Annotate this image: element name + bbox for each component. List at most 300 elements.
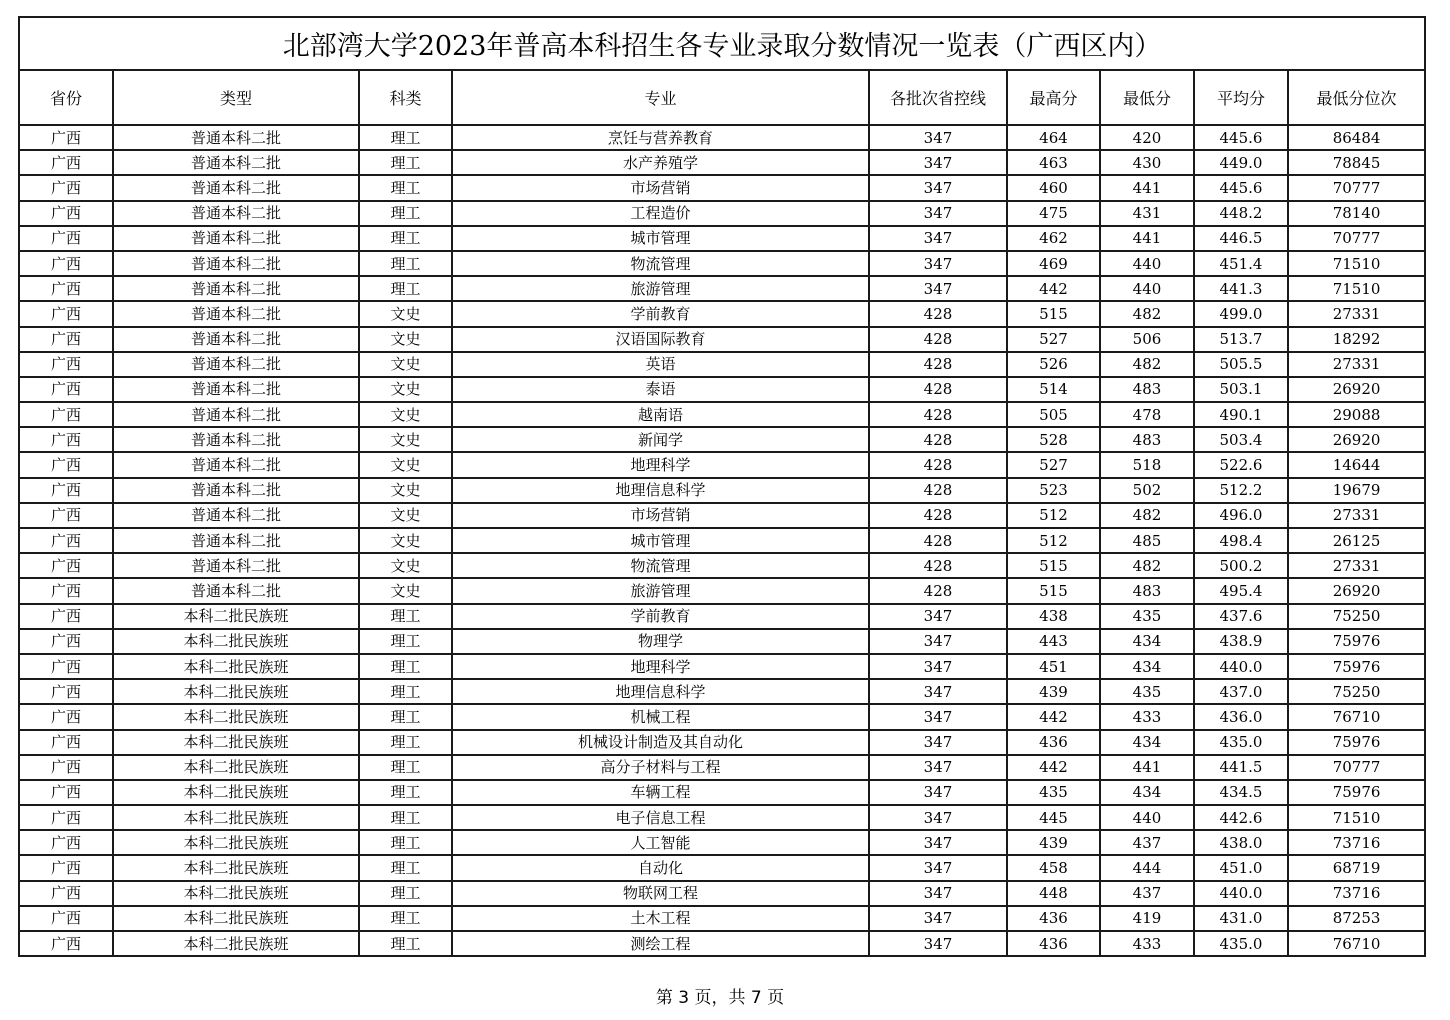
cell-max-score: 527: [1007, 327, 1100, 352]
cell-control-line: 428: [869, 452, 1007, 477]
cell-max-score: 512: [1007, 528, 1100, 553]
cell-min-score: 434: [1100, 654, 1194, 679]
cell-category: 文史: [359, 578, 452, 603]
cell-max-score: 514: [1007, 377, 1100, 402]
column-header-avg-score: 平均分: [1194, 70, 1288, 125]
cell-min-score: 483: [1100, 578, 1194, 603]
cell-control-line: 428: [869, 427, 1007, 452]
cell-min-rank: 73716: [1288, 881, 1425, 906]
cell-category: 理工: [359, 175, 452, 200]
cell-min-score: 434: [1100, 629, 1194, 654]
cell-type: 普通本科二批: [113, 276, 359, 301]
cell-min-score: 482: [1100, 503, 1194, 528]
cell-control-line: 347: [869, 830, 1007, 855]
cell-province: 广西: [19, 175, 113, 200]
table-row: [19, 377, 1425, 402]
cell-type: 普通本科二批: [113, 301, 359, 326]
cell-min-rank: 27331: [1288, 352, 1425, 377]
cell-min-score: 435: [1100, 679, 1194, 704]
cell-min-score: 440: [1100, 251, 1194, 276]
cell-province: 广西: [19, 301, 113, 326]
cell-category: 文史: [359, 402, 452, 427]
cell-max-score: 458: [1007, 855, 1100, 880]
table-row: [19, 730, 1425, 755]
cell-avg-score: 431.0: [1194, 906, 1288, 931]
table-row: [19, 201, 1425, 226]
cell-max-score: 505: [1007, 402, 1100, 427]
cell-min-score: 431: [1100, 201, 1194, 226]
cell-min-score: 485: [1100, 528, 1194, 553]
cell-major: 机械设计制造及其自动化: [452, 730, 869, 755]
cell-province: 广西: [19, 654, 113, 679]
cell-type: 普通本科二批: [113, 251, 359, 276]
table-row: [19, 226, 1425, 251]
cell-major: 物流管理: [452, 553, 869, 578]
cell-control-line: 428: [869, 402, 1007, 427]
cell-major: 市场营销: [452, 175, 869, 200]
cell-max-score: 436: [1007, 931, 1100, 956]
cell-major: 英语: [452, 352, 869, 377]
cell-min-score: 434: [1100, 780, 1194, 805]
column-header-province: 省份: [19, 70, 113, 125]
column-header-min-rank: 最低分位次: [1288, 70, 1425, 125]
cell-max-score: 435: [1007, 780, 1100, 805]
cell-major: 越南语: [452, 402, 869, 427]
cell-min-rank: 78845: [1288, 150, 1425, 175]
cell-avg-score: 490.1: [1194, 402, 1288, 427]
column-header-major: 专业: [452, 70, 869, 125]
cell-min-score: 440: [1100, 276, 1194, 301]
cell-type: 普通本科二批: [113, 528, 359, 553]
cell-min-rank: 26920: [1288, 578, 1425, 603]
cell-major: 水产养殖学: [452, 150, 869, 175]
cell-province: 广西: [19, 377, 113, 402]
cell-min-score: 506: [1100, 327, 1194, 352]
cell-type: 本科二批民族班: [113, 629, 359, 654]
cell-category: 理工: [359, 881, 452, 906]
cell-control-line: 347: [869, 629, 1007, 654]
cell-min-rank: 27331: [1288, 301, 1425, 326]
cell-major: 车辆工程: [452, 780, 869, 805]
table-row: [19, 528, 1425, 553]
cell-min-rank: 71510: [1288, 251, 1425, 276]
cell-min-score: 444: [1100, 855, 1194, 880]
cell-max-score: 462: [1007, 226, 1100, 251]
cell-province: 广西: [19, 704, 113, 729]
cell-min-rank: 73716: [1288, 830, 1425, 855]
cell-avg-score: 441.3: [1194, 276, 1288, 301]
cell-avg-score: 441.5: [1194, 755, 1288, 780]
cell-control-line: 347: [869, 780, 1007, 805]
cell-control-line: 347: [869, 704, 1007, 729]
table-row: [19, 452, 1425, 477]
cell-type: 普通本科二批: [113, 201, 359, 226]
cell-type: 本科二批民族班: [113, 730, 359, 755]
cell-min-score: 437: [1100, 830, 1194, 855]
cell-control-line: 347: [869, 150, 1007, 175]
cell-major: 新闻学: [452, 427, 869, 452]
cell-avg-score: 438.9: [1194, 629, 1288, 654]
cell-province: 广西: [19, 755, 113, 780]
cell-min-rank: 75250: [1288, 604, 1425, 629]
column-header-type: 类型: [113, 70, 359, 125]
cell-province: 广西: [19, 830, 113, 855]
cell-control-line: 347: [869, 755, 1007, 780]
table-row: [19, 125, 1425, 150]
table-row: [19, 402, 1425, 427]
cell-province: 广西: [19, 780, 113, 805]
cell-min-rank: 70777: [1288, 175, 1425, 200]
cell-min-rank: 75250: [1288, 679, 1425, 704]
cell-max-score: 512: [1007, 503, 1100, 528]
cell-major: 机械工程: [452, 704, 869, 729]
cell-max-score: 515: [1007, 301, 1100, 326]
table-row: [19, 150, 1425, 175]
cell-major: 市场营销: [452, 503, 869, 528]
cell-max-score: 527: [1007, 452, 1100, 477]
table-row: [19, 805, 1425, 830]
cell-control-line: 347: [869, 805, 1007, 830]
cell-control-line: 347: [869, 855, 1007, 880]
cell-category: 理工: [359, 679, 452, 704]
cell-province: 广西: [19, 629, 113, 654]
cell-min-rank: 75976: [1288, 629, 1425, 654]
cell-type: 普通本科二批: [113, 452, 359, 477]
cell-province: 广西: [19, 578, 113, 603]
cell-max-score: 528: [1007, 427, 1100, 452]
cell-min-score: 419: [1100, 906, 1194, 931]
column-header-control-line: 各批次省控线: [869, 70, 1007, 125]
cell-type: 普通本科二批: [113, 327, 359, 352]
cell-category: 理工: [359, 931, 452, 956]
cell-category: 文史: [359, 327, 452, 352]
cell-min-rank: 71510: [1288, 805, 1425, 830]
table-row: [19, 881, 1425, 906]
cell-min-score: 482: [1100, 553, 1194, 578]
cell-avg-score: 512.2: [1194, 478, 1288, 503]
cell-min-score: 433: [1100, 704, 1194, 729]
table-row: [19, 427, 1425, 452]
cell-type: 本科二批民族班: [113, 931, 359, 956]
cell-type: 本科二批民族班: [113, 830, 359, 855]
cell-major: 旅游管理: [452, 578, 869, 603]
cell-max-score: 442: [1007, 755, 1100, 780]
table-row: [19, 553, 1425, 578]
cell-avg-score: 449.0: [1194, 150, 1288, 175]
cell-min-rank: 18292: [1288, 327, 1425, 352]
cell-min-score: 483: [1100, 427, 1194, 452]
cell-max-score: 438: [1007, 604, 1100, 629]
cell-province: 广西: [19, 528, 113, 553]
table-row: [19, 629, 1425, 654]
cell-control-line: 347: [869, 730, 1007, 755]
cell-major: 电子信息工程: [452, 805, 869, 830]
cell-max-score: 464: [1007, 125, 1100, 150]
cell-control-line: 347: [869, 906, 1007, 931]
cell-avg-score: 437.6: [1194, 604, 1288, 629]
cell-category: 文史: [359, 528, 452, 553]
cell-province: 广西: [19, 352, 113, 377]
cell-min-score: 441: [1100, 226, 1194, 251]
cell-control-line: 347: [869, 125, 1007, 150]
cell-province: 广西: [19, 553, 113, 578]
cell-type: 普通本科二批: [113, 427, 359, 452]
cell-major: 汉语国际教育: [452, 327, 869, 352]
cell-control-line: 428: [869, 553, 1007, 578]
cell-min-rank: 87253: [1288, 906, 1425, 931]
cell-max-score: 436: [1007, 730, 1100, 755]
cell-category: 文史: [359, 478, 452, 503]
cell-category: 理工: [359, 830, 452, 855]
cell-control-line: 428: [869, 578, 1007, 603]
cell-min-rank: 26920: [1288, 377, 1425, 402]
cell-province: 广西: [19, 805, 113, 830]
cell-min-score: 441: [1100, 755, 1194, 780]
table-body: [19, 125, 1425, 956]
table-row: [19, 503, 1425, 528]
cell-min-rank: 75976: [1288, 780, 1425, 805]
cell-type: 普通本科二批: [113, 150, 359, 175]
cell-max-score: 515: [1007, 553, 1100, 578]
cell-control-line: 428: [869, 301, 1007, 326]
cell-category: 理工: [359, 780, 452, 805]
cell-min-rank: 78140: [1288, 201, 1425, 226]
cell-control-line: 347: [869, 654, 1007, 679]
cell-type: 本科二批民族班: [113, 906, 359, 931]
cell-province: 广西: [19, 327, 113, 352]
cell-type: 普通本科二批: [113, 352, 359, 377]
cell-avg-score: 495.4: [1194, 578, 1288, 603]
cell-major: 土木工程: [452, 906, 869, 931]
cell-min-rank: 75976: [1288, 730, 1425, 755]
cell-type: 普通本科二批: [113, 125, 359, 150]
cell-control-line: 428: [869, 352, 1007, 377]
cell-min-rank: 26920: [1288, 427, 1425, 452]
cell-max-score: 451: [1007, 654, 1100, 679]
cell-max-score: 443: [1007, 629, 1100, 654]
cell-avg-score: 505.5: [1194, 352, 1288, 377]
cell-type: 普通本科二批: [113, 478, 359, 503]
cell-major: 工程造价: [452, 201, 869, 226]
cell-min-rank: 70777: [1288, 226, 1425, 251]
cell-province: 广西: [19, 201, 113, 226]
cell-major: 自动化: [452, 855, 869, 880]
cell-avg-score: 522.6: [1194, 452, 1288, 477]
cell-province: 广西: [19, 679, 113, 704]
cell-type: 普通本科二批: [113, 402, 359, 427]
cell-max-score: 442: [1007, 276, 1100, 301]
cell-major: 物联网工程: [452, 881, 869, 906]
cell-max-score: 460: [1007, 175, 1100, 200]
cell-avg-score: 499.0: [1194, 301, 1288, 326]
cell-avg-score: 503.4: [1194, 427, 1288, 452]
cell-category: 理工: [359, 226, 452, 251]
cell-type: 本科二批民族班: [113, 881, 359, 906]
cell-province: 广西: [19, 503, 113, 528]
table-row: [19, 352, 1425, 377]
cell-max-score: 448: [1007, 881, 1100, 906]
cell-type: 本科二批民族班: [113, 855, 359, 880]
cell-category: 理工: [359, 704, 452, 729]
cell-control-line: 347: [869, 175, 1007, 200]
cell-avg-score: 445.6: [1194, 125, 1288, 150]
cell-avg-score: 503.1: [1194, 377, 1288, 402]
cell-category: 文史: [359, 553, 452, 578]
cell-min-score: 437: [1100, 881, 1194, 906]
cell-major: 高分子材料与工程: [452, 755, 869, 780]
cell-min-score: 435: [1100, 604, 1194, 629]
cell-type: 本科二批民族班: [113, 654, 359, 679]
cell-category: 理工: [359, 629, 452, 654]
cell-type: 本科二批民族班: [113, 604, 359, 629]
cell-type: 普通本科二批: [113, 578, 359, 603]
cell-type: 普通本科二批: [113, 377, 359, 402]
cell-avg-score: 500.2: [1194, 553, 1288, 578]
cell-major: 地理科学: [452, 654, 869, 679]
cell-min-score: 483: [1100, 377, 1194, 402]
cell-category: 理工: [359, 755, 452, 780]
table-row: [19, 654, 1425, 679]
cell-control-line: 428: [869, 503, 1007, 528]
cell-major: 地理信息科学: [452, 679, 869, 704]
cell-major: 物理学: [452, 629, 869, 654]
page-title: 北部湾大学2023年普高本科招生各专业录取分数情况一览表（广西区内）: [19, 17, 1425, 70]
cell-avg-score: 437.0: [1194, 679, 1288, 704]
cell-control-line: 347: [869, 604, 1007, 629]
cell-min-score: 430: [1100, 150, 1194, 175]
cell-major: 测绘工程: [452, 931, 869, 956]
cell-category: 理工: [359, 251, 452, 276]
cell-category: 文史: [359, 352, 452, 377]
cell-province: 广西: [19, 881, 113, 906]
table-row: [19, 327, 1425, 352]
cell-control-line: 428: [869, 528, 1007, 553]
cell-control-line: 347: [869, 276, 1007, 301]
admission-scores-table: [18, 16, 1426, 957]
cell-min-rank: 27331: [1288, 503, 1425, 528]
cell-max-score: 475: [1007, 201, 1100, 226]
cell-min-rank: 76710: [1288, 704, 1425, 729]
cell-avg-score: 435.0: [1194, 730, 1288, 755]
table-row: [19, 780, 1425, 805]
cell-min-rank: 19679: [1288, 478, 1425, 503]
cell-category: 理工: [359, 805, 452, 830]
cell-min-rank: 14644: [1288, 452, 1425, 477]
cell-control-line: 428: [869, 327, 1007, 352]
cell-category: 文史: [359, 452, 452, 477]
cell-category: 理工: [359, 276, 452, 301]
cell-max-score: 442: [1007, 704, 1100, 729]
cell-avg-score: 451.0: [1194, 855, 1288, 880]
cell-major: 城市管理: [452, 226, 869, 251]
cell-max-score: 515: [1007, 578, 1100, 603]
cell-max-score: 523: [1007, 478, 1100, 503]
cell-avg-score: 445.6: [1194, 175, 1288, 200]
cell-category: 理工: [359, 906, 452, 931]
cell-type: 本科二批民族班: [113, 780, 359, 805]
cell-max-score: 436: [1007, 906, 1100, 931]
cell-min-rank: 71510: [1288, 276, 1425, 301]
cell-min-score: 502: [1100, 478, 1194, 503]
cell-category: 文史: [359, 301, 452, 326]
cell-province: 广西: [19, 276, 113, 301]
cell-min-score: 440: [1100, 805, 1194, 830]
cell-control-line: 347: [869, 931, 1007, 956]
page-indicator: 第 3 页，共 7 页: [655, 988, 785, 1008]
cell-province: 广西: [19, 730, 113, 755]
cell-type: 本科二批民族班: [113, 679, 359, 704]
cell-type: 普通本科二批: [113, 553, 359, 578]
table-row: [19, 478, 1425, 503]
table-row: [19, 604, 1425, 629]
cell-control-line: 347: [869, 679, 1007, 704]
cell-control-line: 347: [869, 881, 1007, 906]
cell-min-score: 434: [1100, 730, 1194, 755]
cell-province: 广西: [19, 125, 113, 150]
cell-avg-score: 434.5: [1194, 780, 1288, 805]
cell-control-line: 347: [869, 226, 1007, 251]
cell-avg-score: 448.2: [1194, 201, 1288, 226]
cell-province: 广西: [19, 226, 113, 251]
cell-type: 普通本科二批: [113, 226, 359, 251]
table-row: [19, 855, 1425, 880]
column-header-max-score: 最高分: [1007, 70, 1100, 125]
cell-province: 广西: [19, 150, 113, 175]
cell-major: 烹饪与营养教育: [452, 125, 869, 150]
cell-province: 广西: [19, 855, 113, 880]
cell-major: 城市管理: [452, 528, 869, 553]
table-row: [19, 301, 1425, 326]
cell-control-line: 428: [869, 478, 1007, 503]
cell-avg-score: 435.0: [1194, 931, 1288, 956]
cell-province: 广西: [19, 604, 113, 629]
cell-type: 本科二批民族班: [113, 755, 359, 780]
cell-category: 文史: [359, 427, 452, 452]
cell-type: 本科二批民族班: [113, 805, 359, 830]
cell-type: 普通本科二批: [113, 175, 359, 200]
table-row: [19, 704, 1425, 729]
cell-avg-score: 451.4: [1194, 251, 1288, 276]
column-header-category: 科类: [359, 70, 452, 125]
cell-min-score: 518: [1100, 452, 1194, 477]
cell-category: 理工: [359, 125, 452, 150]
table-row: [19, 755, 1425, 780]
cell-max-score: 439: [1007, 830, 1100, 855]
cell-min-score: 482: [1100, 301, 1194, 326]
cell-province: 广西: [19, 931, 113, 956]
table-row: [19, 906, 1425, 931]
cell-min-rank: 75976: [1288, 654, 1425, 679]
cell-avg-score: 440.0: [1194, 654, 1288, 679]
table-row: [19, 578, 1425, 603]
cell-major: 人工智能: [452, 830, 869, 855]
cell-avg-score: 446.5: [1194, 226, 1288, 251]
cell-category: 文史: [359, 377, 452, 402]
table-row: [19, 251, 1425, 276]
cell-province: 广西: [19, 478, 113, 503]
cell-min-score: 420: [1100, 125, 1194, 150]
cell-major: 地理信息科学: [452, 478, 869, 503]
cell-min-rank: 76710: [1288, 931, 1425, 956]
cell-province: 广西: [19, 452, 113, 477]
cell-min-rank: 86484: [1288, 125, 1425, 150]
cell-major: 旅游管理: [452, 276, 869, 301]
cell-type: 本科二批民族班: [113, 704, 359, 729]
cell-min-rank: 29088: [1288, 402, 1425, 427]
cell-max-score: 445: [1007, 805, 1100, 830]
cell-min-rank: 68719: [1288, 855, 1425, 880]
cell-province: 广西: [19, 906, 113, 931]
